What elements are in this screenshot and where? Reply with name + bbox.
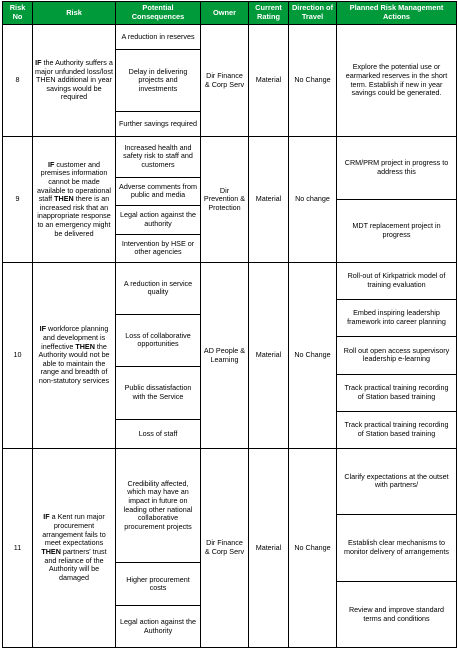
owner-cell: Dir Finance & Corp Serv xyxy=(201,25,249,137)
table-row xyxy=(3,25,457,137)
action-item: Track practical training recording of Station based training xyxy=(344,420,449,438)
risk-text: the Authority suffers a major unfunded loss/lost THEN additional in year savings would be required xyxy=(35,57,113,102)
consequence-item: Higher procurement costs xyxy=(116,563,200,606)
consequence-item: Increased health and safety risk to staff and customers xyxy=(116,137,200,177)
action-row xyxy=(337,412,456,448)
direction-cell: No Change xyxy=(289,25,337,137)
current-rating-cell: Material xyxy=(249,25,289,137)
action-row xyxy=(337,299,456,336)
risk-text: there is an increased risk that an inappropriate response to an emergency might be delivered xyxy=(37,194,111,238)
risk-keyword: IF xyxy=(39,324,47,334)
risk-text: a Kent run major procurement arrangement fails to meet expectations xyxy=(42,512,106,548)
consequence-item: A reduction in service quality xyxy=(116,263,200,314)
risk-description-cell xyxy=(33,263,116,449)
consequence-row xyxy=(116,563,200,606)
consequence-list xyxy=(116,263,200,448)
action-list xyxy=(337,449,456,647)
action-row xyxy=(337,263,456,299)
risk-description-cell xyxy=(33,25,116,137)
owner-cell: AD People & Learning xyxy=(201,263,249,449)
actions-cell xyxy=(337,263,457,449)
owner-cell: Dir Prevention & Protection xyxy=(201,137,249,263)
current-rating-cell: Material xyxy=(249,137,289,263)
consequences-cell xyxy=(116,137,201,263)
risk-text: partners' trust and reliance of the Authority will be damaged xyxy=(44,547,107,582)
risk-description-cell xyxy=(33,137,116,263)
action-row xyxy=(337,582,456,647)
header-risk: Risk xyxy=(33,2,116,25)
consequences-cell xyxy=(116,263,201,449)
risk-keyword: THEN xyxy=(41,547,61,556)
action-item: Review and improve standard terms and conditions xyxy=(348,604,445,623)
consequence-item: Public dissatisfaction with the Service xyxy=(116,367,200,419)
actions-cell xyxy=(337,25,457,137)
direction-cell: No change xyxy=(289,137,337,263)
consequence-item: Loss of collaborative opportunities xyxy=(116,314,200,366)
risk-keyword: THEN xyxy=(54,194,74,204)
owner-cell: Dir Finance & Corp Serv xyxy=(201,449,249,648)
consequences-cell xyxy=(116,25,201,137)
header-actions: Planned Risk Management Actions xyxy=(337,2,457,25)
consequence-item: Delay in delivering projects and investments xyxy=(116,49,200,112)
header-consequences: Potential Consequences xyxy=(116,2,201,25)
consequence-row xyxy=(116,606,200,648)
consequence-row xyxy=(116,419,200,448)
action-row xyxy=(337,137,456,200)
header-direction: Direction of Travel xyxy=(289,2,337,25)
risk-number-cell: 9 xyxy=(3,137,33,263)
consequence-item: Adverse comments from public and media xyxy=(116,177,200,206)
risk-keyword: IF xyxy=(35,57,42,67)
risk-text: the Authority would not be able to maintain the range and breadth of non-statutory services xyxy=(38,341,110,386)
risk-number-cell: 10 xyxy=(3,263,33,449)
table-row xyxy=(3,449,457,648)
action-item: Explore the potential use or earmarked reserves in the short term. Establish if new in year savings could be generated. xyxy=(345,62,448,98)
action-item: MDT replacement project in progress xyxy=(352,221,441,239)
consequences-cell xyxy=(116,449,201,648)
risk-keyword: IF xyxy=(48,159,55,169)
risk-register-table xyxy=(2,1,457,648)
table-row xyxy=(3,137,457,263)
direction-cell: No Change xyxy=(289,263,337,449)
action-list xyxy=(337,25,456,136)
consequence-row xyxy=(116,206,200,235)
consequence-item: Loss of staff xyxy=(138,428,178,438)
action-list xyxy=(337,263,456,448)
header-risk-no: Risk No xyxy=(3,2,33,25)
current-rating-cell: Material xyxy=(249,263,289,449)
action-item: Roll-out of Kirkpatrick model of training evaluation xyxy=(337,263,456,299)
action-item: Clarify expectations at the outset with partners/ xyxy=(337,449,456,514)
consequence-row xyxy=(116,449,200,563)
risk-description-cell xyxy=(33,449,116,648)
risk-text: workforce planning and development is ineffective xyxy=(41,324,109,351)
direction-cell: No Change xyxy=(289,449,337,648)
consequence-list xyxy=(116,449,200,647)
action-item: Track practical training recording of Station based training xyxy=(337,374,456,411)
consequence-row xyxy=(116,314,200,366)
current-rating-cell: Material xyxy=(249,449,289,648)
consequence-row xyxy=(116,112,200,136)
consequence-row xyxy=(116,263,200,314)
actions-cell xyxy=(337,137,457,263)
consequence-row xyxy=(116,137,200,177)
action-row xyxy=(337,374,456,411)
action-row xyxy=(337,200,456,263)
consequence-row xyxy=(116,177,200,206)
risk-keyword: THEN xyxy=(75,341,95,351)
table-row xyxy=(3,263,457,449)
action-item: Establish clear mechanisms to monitor delivery of arrangements xyxy=(337,514,456,581)
action-row xyxy=(337,25,456,136)
consequence-item: Legal action against the Authority xyxy=(120,616,196,635)
risk-keyword: IF xyxy=(43,512,50,522)
table-header-row xyxy=(3,2,457,25)
header-current-rating: Current Rating xyxy=(249,2,289,25)
consequence-row xyxy=(116,234,200,262)
action-row xyxy=(337,514,456,581)
consequence-row xyxy=(116,367,200,419)
header-owner: Owner xyxy=(201,2,249,25)
consequence-item: Intervention by HSE or other agencies xyxy=(121,238,195,257)
consequence-item: A reduction in reserves xyxy=(116,25,200,49)
risk-number-cell: 11 xyxy=(3,449,33,648)
action-row xyxy=(337,449,456,514)
action-item: Roll out open access supervisory leadership e-learning xyxy=(337,337,456,374)
consequence-row xyxy=(116,49,200,112)
action-item: Embed inspiring leadership framework into career planning xyxy=(337,299,456,336)
consequence-item: Legal action against the authority xyxy=(116,206,200,235)
consequence-row xyxy=(116,25,200,49)
risk-text: customer and premises information cannot be made available to operational staff xyxy=(37,159,111,204)
action-item: CRM/PRM project in progress to address this xyxy=(337,137,456,200)
consequence-item: Credibility affected, which may have an impact in future on leading other national collaborative procurement projects xyxy=(116,449,200,563)
consequence-list xyxy=(116,25,200,136)
consequence-list xyxy=(116,137,200,262)
action-row xyxy=(337,337,456,374)
action-list xyxy=(337,137,456,262)
actions-cell xyxy=(337,449,457,648)
consequence-item: Further savings required xyxy=(119,118,197,128)
risk-number-cell: 8 xyxy=(3,25,33,137)
